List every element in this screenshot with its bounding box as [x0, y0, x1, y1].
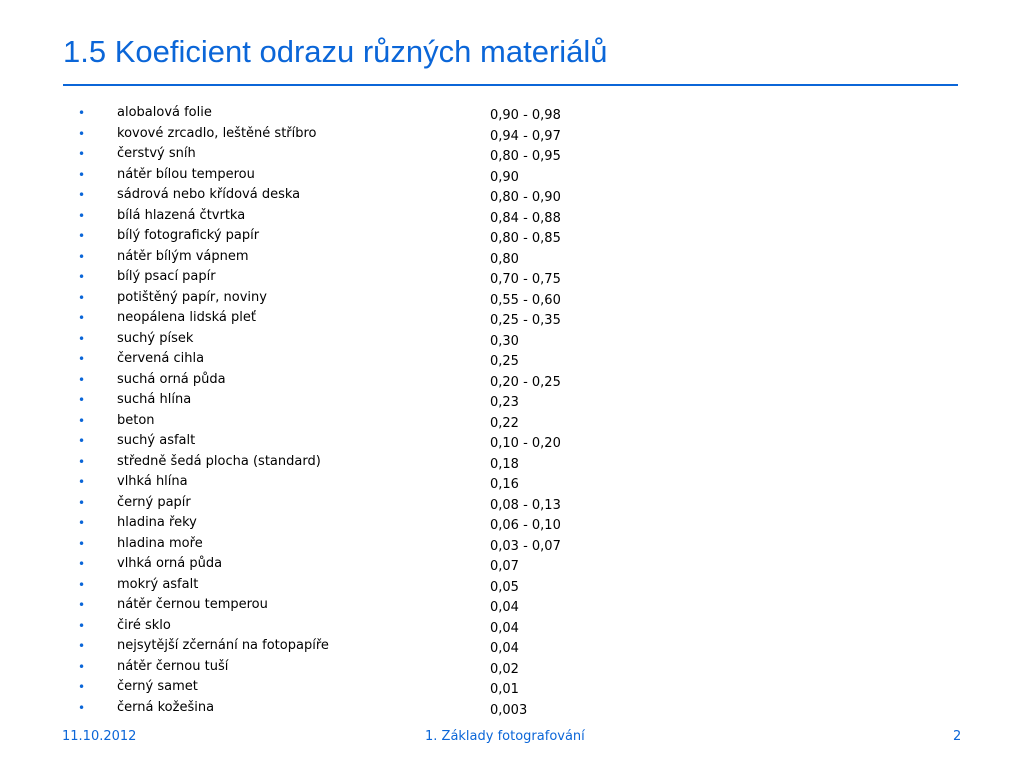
- footer-section-title: 1. Základy fotografování: [425, 729, 585, 744]
- bullet-icon: •: [78, 659, 86, 674]
- bullet-icon: •: [78, 270, 86, 284]
- material-item: [78, 329, 329, 350]
- material-name: nejsytější zčernání na fotopapíře: [117, 638, 329, 653]
- material-name: potištěný papír, noviny: [117, 289, 267, 305]
- material-item: [78, 575, 329, 596]
- reflectance-value: 0,80 - 0,90: [490, 190, 561, 205]
- material-name: beton: [117, 412, 155, 428]
- material-name: neopálena lidská pleť: [117, 310, 256, 325]
- material-name: červená cihla: [117, 351, 205, 366]
- bullet-icon: •: [78, 557, 86, 571]
- material-name: čerstvý sníh: [117, 146, 196, 161]
- bullet-icon: •: [78, 147, 86, 161]
- bullet-icon: •: [78, 167, 86, 182]
- material-item: [78, 534, 329, 555]
- bullet-icon: •: [78, 618, 86, 633]
- material-item: [78, 206, 329, 227]
- bullet-icon: •: [78, 208, 86, 223]
- material-name: suchý písek: [117, 330, 194, 346]
- title-underline: [63, 84, 958, 86]
- material-item: [78, 452, 329, 473]
- reflectance-value: 0,55 - 0,60: [490, 292, 561, 308]
- material-item: [78, 657, 329, 678]
- reflectance-value: 0,25: [490, 354, 519, 369]
- reflectance-value: 0,30: [490, 333, 519, 349]
- material-item: [78, 677, 329, 698]
- bullet-icon: •: [78, 331, 86, 346]
- slide-title: 1.5 Koeficient odrazu různých materiálů: [63, 34, 608, 69]
- material-item: [78, 124, 329, 145]
- material-item: [78, 267, 329, 288]
- material-name: hladina řeky: [117, 515, 197, 530]
- material-name: středně šedá plocha (standard): [117, 453, 321, 469]
- bullet-icon: •: [78, 311, 86, 325]
- material-name: suchá hlína: [117, 392, 192, 407]
- bullet-icon: •: [78, 352, 86, 366]
- reflectance-value: 0,07: [490, 559, 519, 574]
- reflectance-value: 0,20 - 0,25: [490, 374, 561, 390]
- reflectance-value: 0,23: [490, 395, 519, 410]
- reflectance-value: 0,80 - 0,85: [490, 231, 561, 246]
- bullet-icon: •: [78, 372, 86, 387]
- material-name: alobalová folie: [117, 105, 212, 120]
- bullet-icon: •: [78, 126, 86, 141]
- material-name: nátěr černou tuší: [117, 658, 229, 674]
- bullet-icon: •: [78, 249, 86, 264]
- bullet-icon: •: [78, 475, 86, 489]
- material-item: [78, 370, 329, 391]
- material-item: [78, 390, 329, 411]
- material-item: [78, 513, 329, 534]
- material-item: [78, 165, 329, 186]
- material-item: [78, 226, 329, 247]
- reflectance-value: 0,03 - 0,07: [490, 538, 561, 554]
- bullet-icon: •: [78, 495, 86, 510]
- reflectance-value: 0,02: [490, 661, 519, 677]
- material-item: [78, 616, 329, 637]
- material-name: nátěr bílou temperou: [117, 166, 255, 182]
- bullet-icon: •: [78, 434, 86, 448]
- material-item: [78, 103, 329, 124]
- material-name: bílý psací papír: [117, 269, 216, 284]
- material-name: vlhká orná půda: [117, 556, 223, 571]
- material-name: kovové zrcadlo, leštěné stříbro: [117, 125, 317, 141]
- reflectance-value: 0,70 - 0,75: [490, 272, 561, 287]
- reflectance-value: 0,04: [490, 641, 519, 656]
- bullet-icon: •: [78, 639, 86, 653]
- material-name: černý papír: [117, 494, 191, 510]
- material-item: [78, 247, 329, 268]
- reflectance-value: 0,05: [490, 579, 519, 595]
- bullet-icon: •: [78, 680, 86, 694]
- material-name: bílá hlazená čtvrtka: [117, 207, 246, 223]
- material-name: vlhká hlína: [117, 474, 188, 489]
- footer-page-number: 2: [953, 729, 962, 744]
- material-item: [78, 185, 329, 206]
- material-item: [78, 493, 329, 514]
- material-item: [78, 144, 329, 165]
- material-name: černá kožešina: [117, 699, 215, 715]
- bullet-icon: •: [78, 700, 86, 715]
- reflectance-value: 0,04: [490, 600, 519, 615]
- material-item: [78, 411, 329, 432]
- reflectance-value: 0,06 - 0,10: [490, 518, 561, 533]
- material-item: [78, 472, 329, 493]
- material-name: sádrová nebo křídová deska: [117, 187, 301, 202]
- bullet-icon: •: [78, 290, 86, 305]
- material-name: nátěr černou temperou: [117, 597, 268, 612]
- bullet-icon: •: [78, 393, 86, 407]
- material-name: suchý asfalt: [117, 433, 196, 448]
- reflectance-value: 0,16: [490, 477, 519, 492]
- bullet-icon: •: [78, 577, 86, 592]
- bullet-icon: •: [78, 598, 86, 612]
- reflectance-value: 0,18: [490, 456, 519, 472]
- reflectance-value: 0,22: [490, 415, 519, 431]
- material-name: bílý fotografický papír: [117, 228, 260, 243]
- reflectance-value: 0,25 - 0,35: [490, 313, 561, 328]
- reflectance-value: 0,01: [490, 682, 519, 697]
- reflectance-value: 0,84 - 0,88: [490, 210, 561, 226]
- bullet-icon: •: [78, 536, 86, 551]
- bullet-icon: •: [78, 516, 86, 530]
- material-item: [78, 636, 329, 657]
- materials-list: [78, 103, 329, 718]
- bullet-icon: •: [78, 188, 86, 202]
- material-item: [78, 288, 329, 309]
- bullet-icon: •: [78, 454, 86, 469]
- material-name: hladina moře: [117, 535, 203, 551]
- material-name: mokrý asfalt: [117, 576, 199, 592]
- material-name: nátěr bílým vápnem: [117, 248, 249, 264]
- reflectance-value: 0,80 - 0,95: [490, 149, 561, 164]
- material-item: [78, 349, 329, 370]
- bullet-icon: •: [78, 106, 86, 120]
- material-name: černý samet: [117, 679, 198, 694]
- material-name: suchá orná půda: [117, 371, 226, 387]
- bullet-icon: •: [78, 229, 86, 243]
- reflectance-value: 0,08 - 0,13: [490, 497, 561, 513]
- material-item: [78, 698, 329, 719]
- material-item: [78, 308, 329, 329]
- bullet-icon: •: [78, 413, 86, 428]
- reflectance-value: 0,90: [490, 169, 519, 185]
- material-item: [78, 595, 329, 616]
- reflectance-value: 0,10 - 0,20: [490, 436, 561, 451]
- reflectance-values-list: [490, 106, 561, 721]
- reflectance-value: 0,94 - 0,97: [490, 128, 561, 144]
- reflectance-value: 0,90 - 0,98: [490, 108, 561, 123]
- reflectance-value: 0,003: [490, 702, 528, 718]
- footer-date: 11.10.2012: [62, 729, 137, 744]
- reflectance-value: 0,04: [490, 620, 519, 636]
- material-item: [78, 431, 329, 452]
- material-name: čiré sklo: [117, 617, 171, 633]
- material-item: [78, 554, 329, 575]
- reflectance-value: 0,80: [490, 251, 519, 267]
